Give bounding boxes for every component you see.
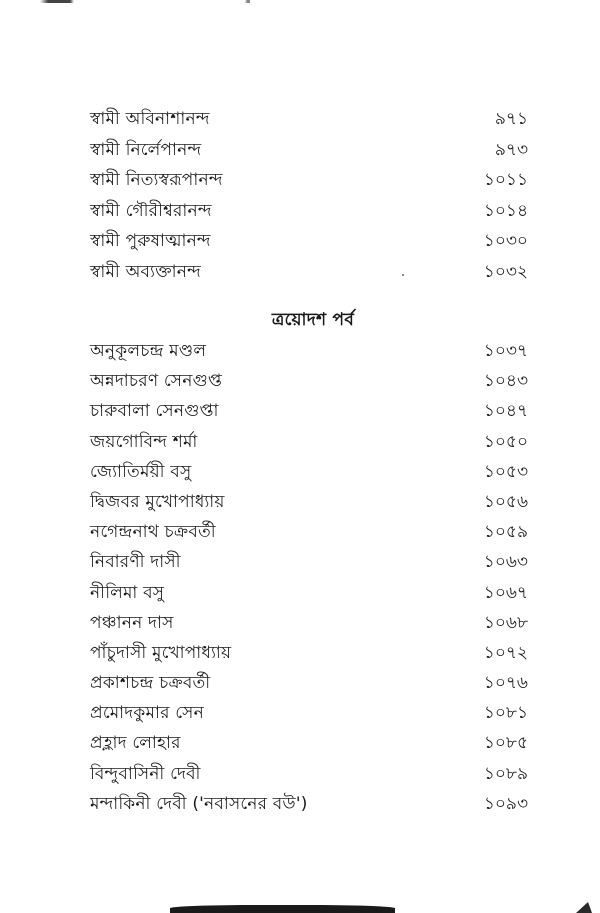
- print-speck: [402, 274, 404, 276]
- toc-entry-page: ১০৭৬: [483, 673, 528, 694]
- toc-entry-name: প্রহ্লাদ লোহার: [90, 733, 181, 754]
- toc-entry-page: ১০৮১: [483, 703, 528, 724]
- toc-entry-name: অন্নদাচরণ সেনগুপ্ত: [90, 371, 223, 392]
- toc-list-section-1: [90, 104, 528, 287]
- toc-entry-name: নিবারণী দাসী: [90, 552, 181, 573]
- toc-entry-name: বিন্দুবাসিনী দেবী: [90, 763, 201, 784]
- toc-entry: [90, 517, 528, 547]
- bottom-edge-shadow: [170, 905, 395, 913]
- toc-entry-name: স্বামী অব্যক্তানন্দ: [90, 261, 201, 282]
- toc-entry-name: পাঁচুদাসী মুখোপাধ্যায়: [90, 642, 232, 663]
- toc-entry: [90, 789, 528, 819]
- toc-entry-name: স্বামী পুরুষাত্মানন্দ: [90, 231, 211, 251]
- toc-entry-name: নীলিমা বসু: [90, 582, 165, 603]
- toc-entry-page: ১০৬৮: [483, 612, 528, 633]
- toc-entry: [90, 759, 528, 789]
- toc-entry: [90, 547, 528, 577]
- toc-entry-page: ১০৫৯: [483, 522, 528, 543]
- toc-entry-page: ১০৩৭: [483, 341, 528, 361]
- toc-entry: [90, 728, 528, 758]
- toc-entry: [90, 257, 528, 288]
- toc-entry-page: ১০৬৩: [483, 552, 528, 573]
- toc-entry-name: স্বামী অবিনাশানন্দ: [90, 109, 210, 129]
- toc-entry-page: ১০৫৬: [483, 491, 528, 512]
- toc-entry-name: স্বামী নির্লেপানন্দ: [90, 139, 202, 160]
- section-heading: ত্রয়োদশ পর্ব: [271, 310, 355, 330]
- toc-entry: [90, 366, 528, 396]
- toc-entry: [90, 608, 528, 638]
- toc-entry-page: ১০৮৫: [483, 733, 528, 754]
- toc-entry: [90, 396, 528, 426]
- toc-entry: [90, 336, 528, 366]
- toc-entry-name: নগেন্দ্রনাথ চক্রবর্তী: [90, 522, 216, 543]
- top-edge-mark: [40, 0, 250, 3]
- toc-entry: [90, 638, 528, 668]
- toc-entry-name: দ্বিজবর মুখোপাধ্যায়: [90, 491, 225, 512]
- toc-entry-page: ১০৩২: [483, 261, 528, 282]
- toc-entry-page: ১০৭২: [483, 642, 528, 663]
- toc-entry-name: মন্দাকিনী দেবী ('নবাসনের বউ'): [90, 793, 308, 814]
- toc-entry-page: ১০৬৭: [483, 582, 528, 603]
- toc-entry-page: ১০৫০: [483, 431, 528, 452]
- toc-entry: [90, 698, 528, 728]
- toc-entry-page: ১০৯৩: [483, 793, 528, 814]
- toc-entry: [90, 196, 528, 227]
- toc-entry: [90, 427, 528, 457]
- toc-entry-name: জ্যোতির্ময়ী বসু: [90, 461, 192, 482]
- toc-entry: [90, 165, 528, 196]
- corner-mark: [576, 902, 592, 913]
- toc-entry: [90, 135, 528, 166]
- toc-entry-name: প্রকাশচন্দ্র চক্রবর্তী: [90, 673, 211, 694]
- toc-entry-page: ৯৭১: [494, 109, 528, 129]
- toc-entry-name: অনুকূলচন্দ্র মণ্ডল: [90, 341, 207, 361]
- toc-entry-page: ৯৭৩: [494, 139, 528, 160]
- toc-entry-name: স্বামী গৌরীশ্বরানন্দ: [90, 200, 212, 221]
- toc-entry: [90, 457, 528, 487]
- toc-entry-name: চারুবালা সেনগুপ্তা: [90, 401, 219, 422]
- toc-entry: [90, 578, 528, 608]
- toc-entry-page: ১০৫৩: [483, 461, 528, 482]
- toc-entry: [90, 104, 528, 135]
- toc-entry-name: জয়গোবিন্দ শর্মা: [90, 431, 198, 452]
- toc-entry-page: ১০৩০: [483, 231, 528, 251]
- toc-entry-page: ১০৪৭: [483, 401, 528, 422]
- toc-entry-name: প্রমোদকুমার সেন: [90, 703, 204, 724]
- toc-entry-page: ১০১১: [483, 170, 528, 190]
- toc-entry-page: ১০১৪: [483, 200, 528, 221]
- toc-entry-page: ১০৪৩: [483, 371, 528, 392]
- toc-entry: [90, 226, 528, 257]
- toc-entry: [90, 668, 528, 698]
- toc-list-section-2: [90, 336, 528, 819]
- toc-entry-name: স্বামী নিত্যস্বরূপানন্দ: [90, 170, 223, 190]
- toc-entry-page: ১০৮৯: [483, 763, 528, 784]
- toc-entry-name: পঞ্চানন দাস: [90, 612, 174, 633]
- toc-entry: [90, 487, 528, 517]
